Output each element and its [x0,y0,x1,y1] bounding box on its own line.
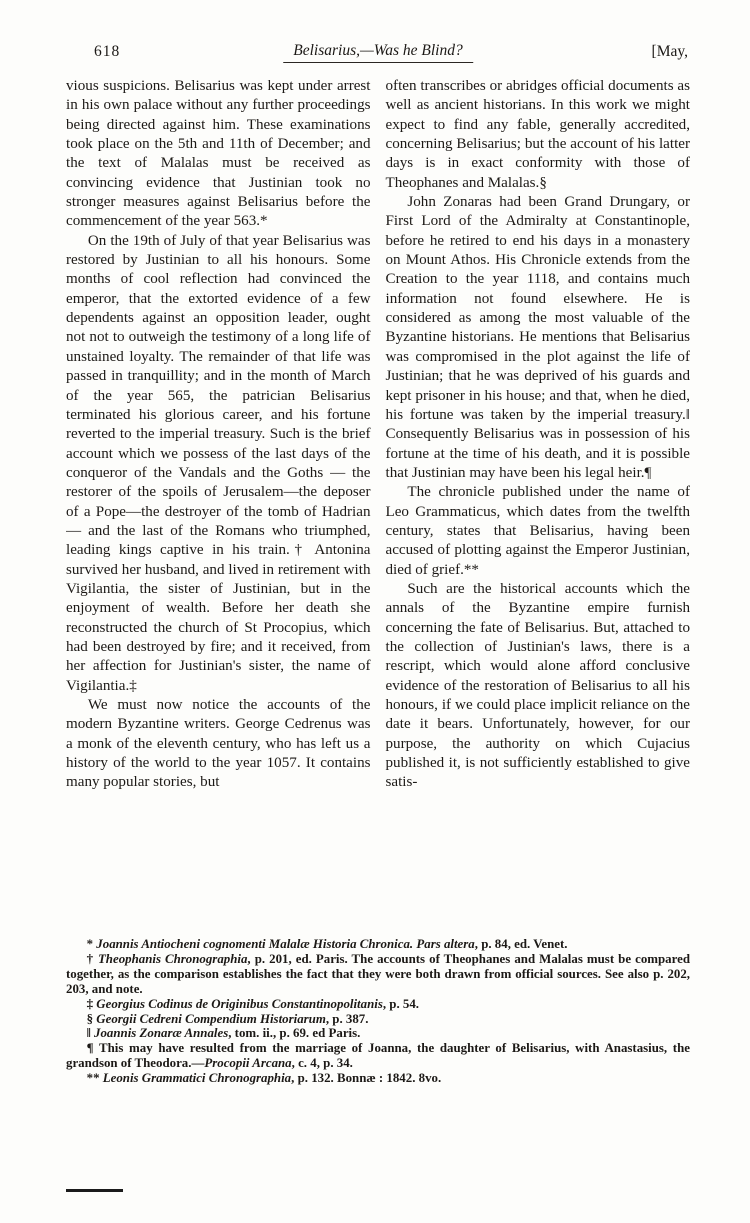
footnote-text: § [86,1011,97,1026]
running-title: Belisarius,—Was he Blind? [283,42,473,63]
paragraph: often transcribes or abridges official documents as well as ancient historians. In this work we might expect to find any fable, generally accredited, concerning Belisarius; but the account of his latter days is in exact conformity with those of Theophanes and Malalas.§ [385,78,690,191]
footnote [66,997,690,1012]
footnote-work-title: Joannis Antiocheni cognomenti Malalæ Historia Chronica. [96,937,414,951]
paragraph: John Zonaras had been Grand Drungary, or First Lord of the Admiralty at Constantinople, before he retired to end his days in a monastery on Mount Athos. His Chronicle extends from the Creation to the year 1118, and contains much information not found elsewhere. He is considered as among the most valuable of the Byzantine historians. He mentions that Belisarius was compromised in the plot against the life of Justinian; that he was deprived of his guards and kept prisoner in his house; and that, when he died, his fortune was taken by the imperial treasury.‖ Consequently Belisarius was in possession of his fortune at the time of his death, and it is possible that Justinian may have been his legal heir.¶ [385,194,690,481]
footnote-work-title: Georgius Codinus de Originibus Constantinopolitanis [96,996,383,1011]
footnote [66,1041,690,1071]
paragraph: On the 19th of July of that year Belisarius was restored by Justinian to all his honours. Some months of cool reflection had convinced the emperor, that the extorted evidence of a few dependents against an opposition leader, ought not not to outweigh the testimony of a long life of unstained loyalty. The remainder of that life was passed in tranquillity; and in the month of March of the year 565, the patrician Belisarius terminated his glorious career, and his fortune reverted to the imperial treasury. Such is the brief account which we possess of the last days of the conqueror of the Vandals and the Goths — the restorer of the spoils of Jerusalem—the deposer of a Pope—the destroyer of the tomb of Hadrian — and the last of the Romans who triumphed, leading kings captive in his train.† Antonina survived her husband, and lived in retirement with Vigilantia, the sister of Justinian, but in the enjoyment of wealth. Before her death she reconstructed the church of St Procopius, which had been destroyed by fire; and it received, from her affection for Justinian's sister, the name of Vigilantia.‡ [66,232,371,694]
paragraph: vious suspicions. Belisarius was kept under arrest in his own palace without any further proceedings being directed against him. These examinations took place on the 5th and 11th of December; and the text of Malalas must be received as convincing evidence that Justinian took no stronger measures against Belisarius before the commencement of the year 563.* [66,78,371,230]
footnote-text: ** [86,1071,103,1086]
paragraph: We must now notice the accounts of the modern Byzantine writers. George Cedrenus was a monk of the eleventh century, who has left us a history of the world to the year 1057. It contains many popular stories, but [66,697,371,791]
footnote-work-title: Leonis Grammatici Chronographia [102,1071,292,1086]
left-column [66,77,371,925]
footnote-text: , p. 387. [325,1011,369,1026]
footnote [66,1071,690,1086]
printer-rule [66,1189,123,1192]
footnote-work-title: Pars altera [416,937,475,951]
paragraph: Such are the historical accounts which the annals of the Byzantine empire furnish concerning the fate of Belisarius. But, attached to the collection of Justinian's laws, there is a rescript, which would alone afford conclusive evidence of the restoration of Belisarius to all his honours, if we could place implicit reliance on the date it bears. Unfortunately, however, for our purpose, the authority on which Cujacius published it, is not sufficiently established to give satis- [385,580,690,791]
footnote-text: , p. 54. [382,996,420,1011]
footnote-text: , p. 84, ed. Venet. [474,937,568,951]
footnote-work-title: Theophanis Chronographia [97,951,248,966]
footnote-text: ¶ This may have resulted from the marriage of Joanna, the daughter of Belisarius, with Anastasius, the grandson of Theodora.— [66,1041,690,1071]
footnote [66,1026,690,1041]
issue-month-label: [May, [651,43,688,60]
footnote-text: * [86,937,97,951]
page-number: 618 [94,43,121,60]
article-body [66,77,690,925]
footnote-text: , tom. ii., p. 69. ed Paris. [228,1026,361,1041]
footnote-text: , c. 4, p. 34. [291,1056,353,1071]
page-header [66,42,690,66]
footnote [66,952,690,997]
paragraph: The chronicle published under the name of Leo Grammaticus, which dates from the twelfth century, states that Belisarius, having been accused of plotting against the Emperor Justinian, died of grief.** [385,484,690,578]
footnote-text: † [86,951,98,966]
footnote-text: ‖ [86,1026,95,1041]
footnote-work-title: Procopii Arcana [204,1056,292,1071]
footnote-text: ‡ [86,996,97,1011]
footnote [66,937,690,952]
footnote-work-title: Joannis Zonaræ Annales [94,1026,229,1041]
footnote-text: , p. 132. Bonnæ : 1842. 8vo. [291,1071,442,1086]
footnote [66,1012,690,1027]
footnote-work-title: Georgii Cedreni Compendium Historiarum [96,1011,326,1026]
footnotes [66,937,690,1086]
footnote-text: , p. 201, ed. Paris. The accounts of Theophanes and Malalas must be compared together, as the comparison establishes the fact that they were both drawn from official sources. See also p. 202, 203, and note. [66,951,690,996]
right-column [386,77,691,925]
